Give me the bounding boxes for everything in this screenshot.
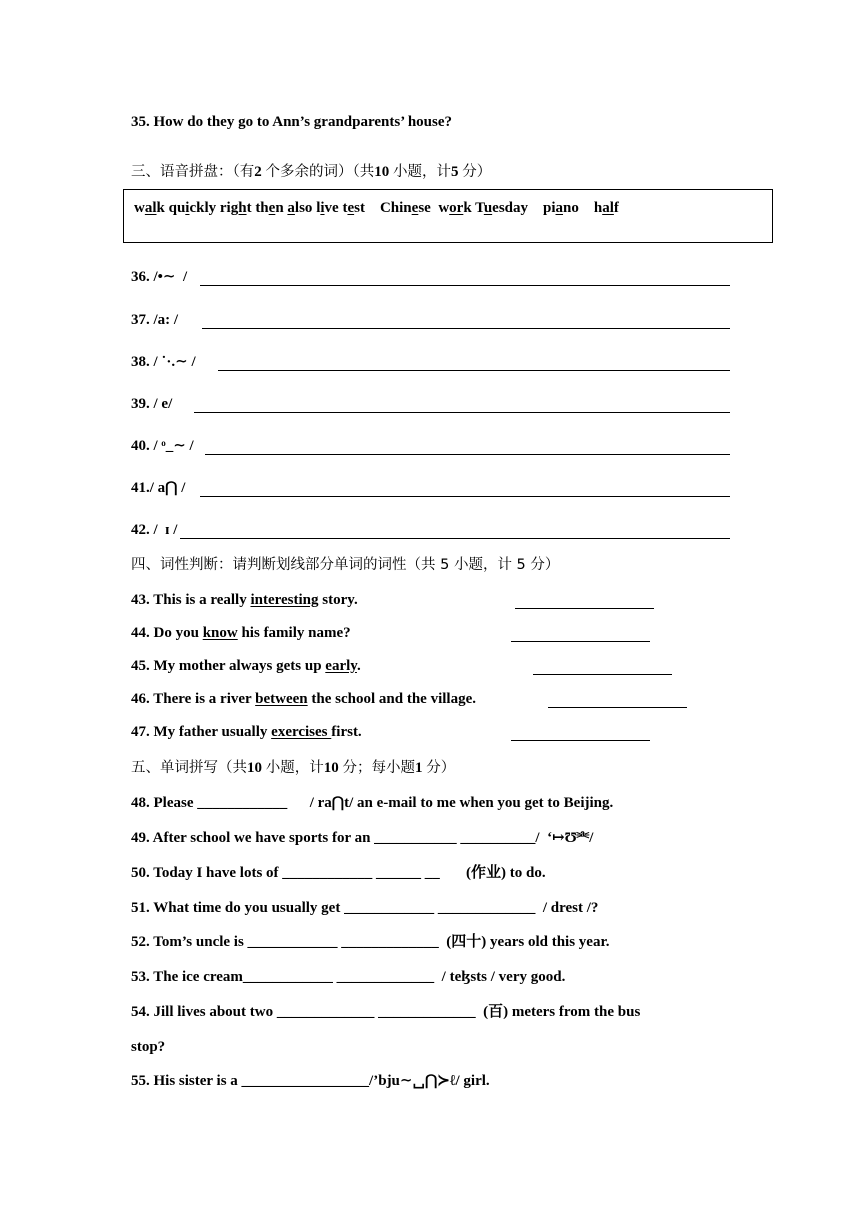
underlined-sound: e bbox=[347, 200, 355, 216]
word-part: lso bbox=[294, 200, 313, 216]
phonetic-question-37: 37. /a: / bbox=[131, 312, 179, 328]
phonetic-question-41: 41./ a⋂ / bbox=[131, 480, 186, 496]
question-50: 50. Today I have lots of ____________ ______ __ (作业) to do. bbox=[131, 865, 546, 881]
answer-blank[interactable] bbox=[533, 674, 672, 675]
section-5-title-g: 分） bbox=[426, 760, 456, 776]
word-bank-word bbox=[287, 200, 312, 216]
word-part: se bbox=[418, 200, 431, 216]
answer-blank[interactable] bbox=[511, 641, 650, 642]
answer-line[interactable] bbox=[180, 538, 730, 539]
question-text: the school and the village. bbox=[307, 691, 476, 707]
word-part: w bbox=[134, 200, 145, 216]
answer-line[interactable] bbox=[205, 454, 730, 455]
word-bank-word bbox=[543, 200, 579, 216]
underlined-word: between bbox=[255, 691, 308, 707]
section-3-title bbox=[131, 163, 491, 181]
word-bank-word bbox=[594, 200, 619, 216]
word-bank-word bbox=[342, 200, 365, 216]
question-text: 45. My mother always gets up bbox=[131, 658, 326, 674]
underlined-word: interesting bbox=[250, 592, 319, 608]
question-44 bbox=[131, 624, 351, 642]
word-bank-word bbox=[255, 200, 283, 216]
question-52: 52. Tom’s uncle is ____________ _____________ (四十) years old this year. bbox=[131, 934, 610, 950]
question-53: 53. The ice cream____________ _____________ / teɮsts / very good. bbox=[131, 969, 566, 985]
word-bank-word bbox=[475, 200, 528, 216]
word-part: qu bbox=[168, 200, 186, 216]
section-5-title-e: 分；每小题 bbox=[342, 760, 415, 776]
underlined-sound: i bbox=[185, 200, 190, 216]
section-5-title-f: 1 bbox=[415, 760, 423, 776]
section-5-title bbox=[131, 759, 455, 777]
underlined-word: early bbox=[325, 658, 357, 674]
word-bank-word bbox=[316, 200, 339, 216]
word-part: w bbox=[438, 200, 450, 216]
section-3-title-e: 小题，计 bbox=[393, 164, 451, 180]
answer-blank[interactable] bbox=[515, 608, 654, 609]
word-part: ckly bbox=[189, 200, 217, 216]
section-5-title-a: 五、单词拼写（共 bbox=[131, 760, 247, 776]
underlined-sound: a bbox=[555, 200, 564, 216]
underlined-sound: e bbox=[411, 200, 419, 216]
phonetic-question-40: 40. / ᵒ_∼ / bbox=[131, 438, 194, 454]
section-4-title: 四、词性判断：请判断划线部分单词的词性（共 5 小题，计 5 分） bbox=[131, 557, 560, 573]
word-bank-box bbox=[123, 189, 773, 243]
question-text: story. bbox=[318, 592, 358, 608]
word-part: ri bbox=[219, 200, 231, 216]
underlined-sound: u bbox=[483, 200, 493, 216]
word-bank-word bbox=[438, 200, 471, 216]
underlined-sound: a bbox=[287, 200, 295, 216]
section-3-title-g: 分） bbox=[462, 164, 492, 180]
underlined-sound: gh bbox=[230, 200, 247, 216]
word-bank-word bbox=[220, 200, 252, 216]
section-3-title-d: 10 bbox=[374, 164, 390, 180]
section-3-title-c: 个多余的词）（共 bbox=[265, 164, 375, 180]
question-text: 44. Do you bbox=[131, 625, 203, 641]
word-part: f bbox=[613, 200, 619, 216]
answer-line[interactable] bbox=[200, 285, 730, 286]
word-bank-word bbox=[134, 200, 165, 216]
question-55: 55. His sister is a _________________/’bju∼␣⋂≻ℓ/ girl. bbox=[131, 1073, 490, 1089]
section-3-title-a: 三、语音拼盘：（有 bbox=[131, 164, 255, 180]
underlined-sound: al bbox=[602, 200, 614, 216]
underlined-sound: al bbox=[144, 200, 157, 216]
question-text: 47. My father usually bbox=[131, 724, 272, 740]
word-part: t bbox=[246, 200, 252, 216]
question-51: 51. What time do you usually get ____________ _____________ / drest /? bbox=[131, 900, 599, 916]
phonetic-question-42: 42. / ɪ / bbox=[131, 522, 178, 538]
question-48: 48. Please ____________ / ra⋂t/ an e-mail to me when you get to Beijing. bbox=[131, 795, 614, 811]
question-54: 54. Jill lives about two _____________ _____________ (百) meters from the bus bbox=[131, 1004, 641, 1020]
question-47 bbox=[131, 723, 362, 741]
phonetic-question-36: 36. /•∼ / bbox=[131, 269, 188, 285]
phonetic-question-39: 39. / e/ bbox=[131, 396, 173, 412]
word-part: no bbox=[563, 200, 579, 216]
word-part: Chin bbox=[379, 200, 412, 216]
word-bank-word bbox=[169, 200, 217, 216]
word-bank bbox=[134, 200, 619, 217]
word-part: esday bbox=[492, 200, 528, 216]
section-3-title-b: 2 bbox=[254, 164, 262, 180]
section-5-title-d: 10 bbox=[323, 760, 339, 776]
section-5-title-b: 10 bbox=[247, 760, 262, 776]
answer-line[interactable] bbox=[194, 412, 730, 413]
answer-blank[interactable] bbox=[548, 707, 687, 708]
question-45 bbox=[131, 657, 361, 675]
question-text: 43. This is a really bbox=[131, 592, 251, 608]
answer-line[interactable] bbox=[202, 328, 730, 329]
underlined-sound: e bbox=[268, 200, 276, 216]
section-5-title-c: 小题，计 bbox=[265, 760, 324, 776]
word-part: k bbox=[156, 200, 165, 216]
question-35: 35. How do they go to Ann’s grandparents’ house? bbox=[131, 114, 453, 130]
question-text: first. bbox=[331, 724, 362, 740]
word-part: n bbox=[275, 200, 284, 216]
word-part: t bbox=[342, 200, 348, 216]
answer-line[interactable] bbox=[218, 370, 730, 371]
word-part: l bbox=[316, 200, 321, 216]
question-46 bbox=[131, 690, 476, 708]
word-part: T bbox=[475, 200, 484, 216]
question-text: 46. There is a river bbox=[131, 691, 256, 707]
underlined-sound: i bbox=[320, 200, 325, 216]
word-part: k bbox=[463, 200, 472, 216]
word-part: th bbox=[255, 200, 269, 216]
word-part: pi bbox=[543, 200, 556, 216]
word-part: ve bbox=[324, 200, 339, 216]
answer-blank[interactable] bbox=[511, 740, 650, 741]
section-3-title-f: 5 bbox=[451, 164, 459, 180]
word-bank-word bbox=[380, 200, 431, 216]
question-text: his family name? bbox=[237, 625, 351, 641]
question-49: 49. After school we have sports for an ___________ __________/ ‘↦Ʊ⎃/ bbox=[131, 830, 594, 846]
underlined-word: know bbox=[202, 625, 238, 641]
word-part: st bbox=[354, 200, 365, 216]
question-text: . bbox=[356, 658, 361, 674]
phonetic-question-38: 38. / ˙·.∼ / bbox=[131, 354, 196, 370]
word-part: h bbox=[593, 200, 603, 216]
underlined-sound: or bbox=[449, 200, 464, 216]
question-54-continued: stop? bbox=[131, 1039, 166, 1055]
answer-line[interactable] bbox=[200, 496, 730, 497]
underlined-word: exercises bbox=[271, 724, 332, 740]
question-43 bbox=[131, 591, 358, 609]
